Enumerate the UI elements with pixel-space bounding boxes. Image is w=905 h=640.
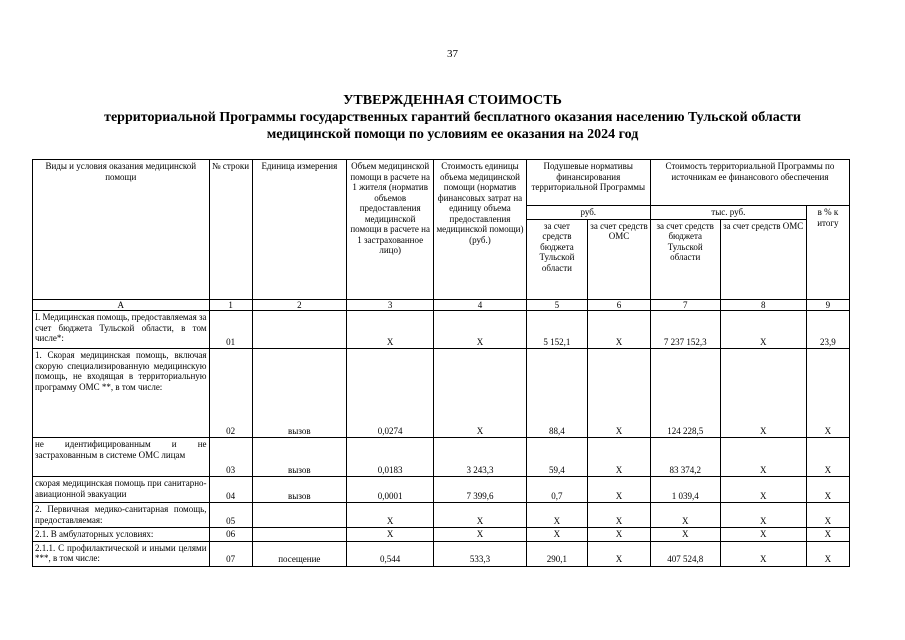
row-per-capita-oms: Х [588,477,651,503]
row-program-oms: Х [720,477,806,503]
row-unit [252,311,346,349]
row-name: I. Медицинская помощь, предоставляемая за счет бюджета Тульской области, в том числе*: [33,311,210,349]
row-percent: 23,9 [806,311,849,349]
row-percent: Х [806,438,849,477]
table-row [33,438,850,477]
table-row [33,311,850,349]
header-program-oms: за счет средств ОМС [720,219,806,299]
row-per-capita-budget: 59,4 [526,438,588,477]
header-volume: Объем медицинской помощи в расчете на 1 жителя (норматив объемов предоставления медицинской помощи в расчете на 1 застрахованное лицо) [347,160,434,300]
row-name: скорая медицинская помощь при санитарно-авиационной эвакуации [33,477,210,503]
header-program-cost-unit: тыс. руб. [650,206,806,220]
header-unit: Единица измерения [252,160,346,300]
row-number: 06 [209,528,252,542]
row-program-oms: Х [720,349,806,438]
row-per-capita-oms: Х [588,349,651,438]
title-line-3: медицинской помощи по условиям ее оказания на 2024 год [266,127,639,142]
header-per-capita-unit: руб. [526,206,650,220]
header-unit-cost: Стоимость единицы объема медицинской помощи (норматив финансовых затрат на единицу объема предоставления медицинской помощи) (руб.) [434,160,526,300]
row-per-capita-oms: Х [588,311,651,349]
row-program-budget: 124 228,5 [650,349,720,438]
header-row-number: № строки [209,160,252,300]
header-percent: в % к итогу [806,206,849,300]
row-unit: вызов [252,477,346,503]
column-index: А [33,299,210,311]
row-program-budget: 83 374,2 [650,438,720,477]
table-row [33,477,850,503]
row-program-budget: 1 039,4 [650,477,720,503]
row-volume: 0,0274 [347,349,434,438]
table-row [33,503,850,528]
header-types: Виды и условия оказания медицинской помощи [33,160,210,300]
title-line-1: УТВЕРЖДЕННАЯ СТОИМОСТЬ [343,93,562,108]
row-per-capita-budget: Х [526,528,588,542]
row-unit-cost: Х [434,311,526,349]
title-line-2: территориальной Программы государственных гарантий бесплатного оказания населению Тульской области [104,110,801,125]
row-unit: посещение [252,541,346,566]
row-volume: 0,0183 [347,438,434,477]
row-number: 04 [209,477,252,503]
row-name: 2.1. В амбулаторных условиях: [33,528,210,542]
column-index: 7 [650,299,720,311]
row-number: 05 [209,503,252,528]
row-per-capita-budget: Х [526,503,588,528]
table-row [33,528,850,542]
row-percent: Х [806,477,849,503]
column-index: 2 [252,299,346,311]
row-volume: Х [347,311,434,349]
row-volume: 0,0001 [347,477,434,503]
row-percent: Х [806,528,849,542]
row-per-capita-oms: Х [588,438,651,477]
row-percent: Х [806,349,849,438]
header-program-budget: за счет средств бюджета Тульской области [650,219,720,299]
row-number: 01 [209,311,252,349]
column-index: 9 [806,299,849,311]
row-number: 02 [209,349,252,438]
header-per-capita-oms: за счет средств ОМС [588,219,651,299]
row-percent: Х [806,503,849,528]
table-row [33,349,850,438]
row-volume: 0,544 [347,541,434,566]
row-per-capita-budget: 88,4 [526,349,588,438]
row-unit: вызов [252,438,346,477]
row-program-oms: Х [720,541,806,566]
row-per-capita-oms: Х [588,541,651,566]
header-per-capita: Подушевые нормативы финансирования территориальной Программы [526,160,650,206]
row-per-capita-oms: Х [588,503,651,528]
row-per-capita-oms: Х [588,528,651,542]
row-per-capita-budget: 290,1 [526,541,588,566]
row-unit-cost: 533,3 [434,541,526,566]
row-unit-cost: Х [434,349,526,438]
row-unit [252,528,346,542]
row-percent: Х [806,541,849,566]
row-unit-cost: 3 243,3 [434,438,526,477]
column-index: 6 [588,299,651,311]
row-volume: Х [347,528,434,542]
row-program-oms: Х [720,528,806,542]
column-index: 5 [526,299,588,311]
row-program-budget: Х [650,503,720,528]
row-unit-cost: 7 399,6 [434,477,526,503]
row-name: 2. Первичная медико-санитарная помощь, предоставляемая: [33,503,210,528]
row-name: не идентифицированным и не застрахованным в системе ОМС лицам [33,438,210,477]
document-title [0,92,905,143]
row-per-capita-budget: 5 152,1 [526,311,588,349]
row-unit-cost: Х [434,528,526,542]
header-per-capita-budget: за счет средств бюджета Тульской области [526,219,588,299]
row-per-capita-budget: 0,7 [526,477,588,503]
page-number: 37 [447,48,458,60]
column-index: 4 [434,299,526,311]
table-row [33,541,850,566]
row-name: 2.1.1. С профилактической и иными целями ***, в том числе: [33,541,210,566]
row-number: 07 [209,541,252,566]
row-volume: Х [347,503,434,528]
row-program-budget: Х [650,528,720,542]
column-index: 3 [347,299,434,311]
column-index: 8 [720,299,806,311]
row-number: 03 [209,438,252,477]
cost-table [32,159,850,567]
header-program-cost: Стоимость территориальной Программы по источникам ее финансового обеспечения [650,160,849,206]
column-index: 1 [209,299,252,311]
row-program-budget: 407 524,8 [650,541,720,566]
row-unit-cost: Х [434,503,526,528]
row-unit [252,503,346,528]
row-unit: вызов [252,349,346,438]
row-program-oms: Х [720,438,806,477]
row-program-oms: Х [720,311,806,349]
row-name: 1. Скорая медицинская помощь, включая скорую специализированную медицинскую помощь, не входящая в территориальную программу ОМС **, в том числе: [33,349,210,438]
row-program-budget: 7 237 152,3 [650,311,720,349]
row-program-oms: Х [720,503,806,528]
